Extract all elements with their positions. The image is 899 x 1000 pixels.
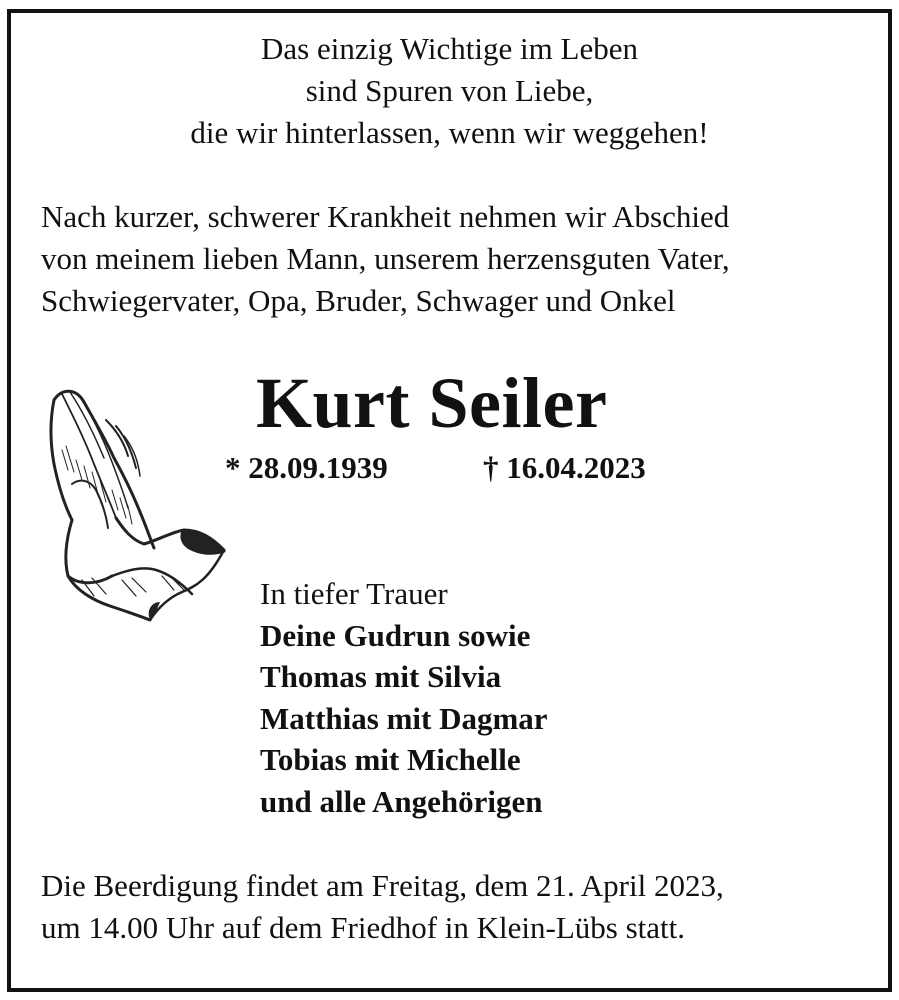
motto-line-2: sind Spuren von Liebe, (305, 73, 594, 108)
mourning-heading: In tiefer Trauer (260, 576, 448, 611)
announcement-text (41, 196, 881, 322)
announcement-line-2: von meinem lieben Mann, unserem herzensguten Vater, (41, 241, 730, 276)
motto-line-1: Das einzig Wichtige im Leben (261, 31, 638, 66)
mourner-name: und alle Angehörigen (260, 783, 543, 819)
birth-date: * 28.09.1939 (225, 450, 388, 485)
funeral-notice (41, 865, 881, 949)
funeral-line-1: Die Beerdigung findet am Freitag, dem 21. April 2023, (41, 868, 724, 903)
announcement-line-1: Nach kurzer, schwerer Krankheit nehmen wir Abschied (41, 199, 730, 234)
mourners-list (260, 573, 548, 822)
praying-hands-icon (32, 380, 232, 630)
death-date: † 16.04.2023 (483, 450, 646, 485)
mourner-name: Thomas mit Silvia (260, 659, 502, 694)
mourner-name: Matthias mit Dagmar (260, 700, 548, 736)
announcement-line-3: Schwiegervater, Opa, Bruder, Schwager und Onkel (41, 283, 676, 318)
motto-verse (0, 28, 899, 154)
motto-line-3: die wir hinterlassen, wenn wir weggehen! (190, 115, 709, 150)
deceased-name: Kurt Seiler (256, 363, 608, 443)
funeral-line-2: um 14.00 Uhr auf dem Friedhof in Klein-Lübs statt. (41, 910, 686, 945)
mourner-name: Tobias mit Michelle (260, 742, 521, 777)
mourner-name: Deine Gudrun sowie (260, 617, 531, 653)
